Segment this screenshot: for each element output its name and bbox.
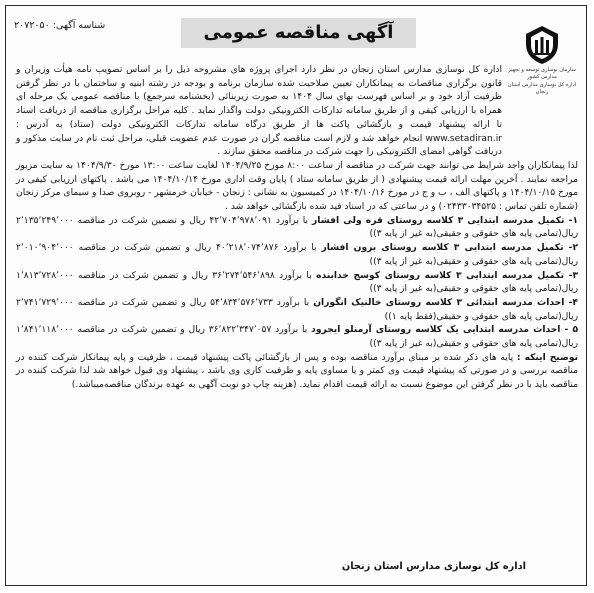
project-item [16, 270, 578, 297]
notice-title: آگهی مناقصه عمومی [203, 22, 394, 43]
project-estimate: با برآورد ۵۴٬۸۳۴٬۵۷۶٬۷۳۳ ریال و تضمین شرکت در مناقصه ۲٬۷۴۱٬۷۲۹٬۰۰۰ [16, 297, 310, 308]
project-qualifier: ریال(تمامی پایه های حقوقی و حقیقی(به غیر از پایه ۳)) [369, 339, 578, 350]
project-qualifier: ریال(تمامی پایه های حقوقی و حقیقی(به غیر از پایه ۳)) [369, 284, 578, 295]
project-estimate: با برآورد ۳۶٬۲۷۴٬۵۴۶٬۸۹۸ ریال و تضمین شرکت در مناقصه ۱٬۸۱۳٬۷۲۸٬۰۰۰ [16, 270, 312, 281]
project-title: ۵ - احداث مدرسه ابتدایی یک کلاسه روستای آرمنلو ایجرود [311, 325, 579, 336]
project-qualifier: ریال(تمامی پایه های حقوقی و حقیقی(فقط پایه ۱)) [384, 311, 578, 322]
notice-body [16, 64, 578, 393]
title-band [181, 18, 416, 48]
project-title: ۴- احداث مدرسه ابتدائی ۳ کلاسه روستای خالنیک انگوران [313, 297, 578, 308]
deadlines-paragraph: لذا پیمانکاران واجد شرایط می توانند جهت شرکت در مناقصه از ساعت ۸:۰۰ مورخ ۱۴۰۴/۹/۲۵ لغایت ساعت ۱۳:۰۰ مورخ ۱۴۰۴/۹/۳۰ به سایت مزبور مراجعه نمایند . آخرین مهلت ارائه قیمت پیشنهادی ( از طریق سامانه ستاد ) پایان وقت اداری مورخ ۱۴۰۴/۱۰/۱۴ می باشد . پاکتهای ارزیابی کیفی در مورخ ۱۴۰۴/۱۰/۱۵ و پاکتهای الف ، ب و ج در مورخ ۱۴۰۴/۱۰/۱۶ در کمیسیون به نشانی : زنجان - خیابان خرمشهر - روبروی صدا و سیمای مرکز زنجان (شماره تلفن تماس : ۰۲۴۳۳۰۳۴۵۲۵) و در ساعتی که در اسناد قید شده بازگشائی خواهد شد . [16, 160, 579, 213]
project-item [16, 324, 578, 351]
project-item [16, 242, 578, 269]
explanatory-note [16, 352, 578, 393]
logo-caption-1: سازمان نوسازی توسعه و تجهیز مدارس کشور [508, 67, 576, 80]
project-item [16, 297, 578, 324]
tender-notice [5, 5, 587, 586]
project-item [16, 215, 578, 242]
intro-paragraph: اداره کل نوسازی مدارس استان زنجان در نظر دارد اجرای پروژه های مشروحه ذیل را بر اساس تصویب نامه هیأت وزیران و قانون برگزاری مناقصات به پیمانکاران تعیین صلاحیت شده سازمان برنامه و بودجه در رشته ابنیه و ساختمان با در نظر گرفتن ظرفیت آزاد خود و بر اساس فهرست بهای سال ۱۴۰۴ به صورت زیربنائی (بخشنامه سرجمع) با مناقصه عمومی یک مرحله ای همراه با ارزیابی کیفی و از طریق سامانه تدارکات الکترونیکی دولت واگذار نماید . کلیه مراحل برگزاری مناقصه از دریافت اسناد تا ارائه پیشنهاد قیمت و بازگشائی پاکت ها از طریق درگاه سامانه تدارکات الکترونیکی دولت (ستاد) به آدرس : www.setadiran.ir انجام خواهد شد و لازم است مناقصه گران در صورت عدم عضویت قبلی، مراحل ثبت نام در سایت مذکور و دریافت گواهی امضای الکترونیکی را جهت شرکت در مناقصه محقق سازند . [16, 65, 503, 158]
note-text: پایه های ذکر شده بر مبنای برآورد مناقصه بوده و پس از بازگشائی پاکت پیشنهاد قیمت ، ظرفیت و پایه پیمانکار شرکت کننده در مناقصه بررسی و در صورتی که پیشنهاد قیمت وی کمتر و یا مساوی پایه و ظرفیت کاری وی باشد ، پیشنهاد وی قبول خواهد شد لذا شرکت کننده در مناقصه باید با در نظر گرفتن این موضوع نسبت به ارائه قیمت اقدام نماید. (هزینه چاپ دو نوبت آگهی به عهده برندگان مناقصه‌میباشد.) [16, 352, 578, 391]
project-qualifier: ریال(تمامی پایه های حقوقی و حقیقی(به غیر از پایه ۳)) [369, 229, 578, 240]
project-estimate: با برآورد ۴۰٬۲۱۸٬۰۷۴٬۸۷۶ ریال و تضمین شرکت در مناقصه ۲٬۰۱۰٬۹۰۴٬۰۰۰ [16, 243, 317, 254]
project-estimate: با برآورد ۴۲٬۷۰۴٬۹۷۸٬۰۹۱ ریال و تضمین شرکت در مناقصه ۲٬۱۳۵٬۲۴۹٬۰۰۰ [16, 215, 309, 226]
issuer-signature: اداره کل نوسازی مدارس استان زنجان [341, 561, 526, 572]
project-title: ۳- تکمیل مدرسه ابتدایی ۳ کلاسه روستای کوسج خدابنده [316, 270, 579, 281]
project-estimate: با برآورد ۳۶٬۸۲۲٬۳۴۷٬۰۵۷ ریال و تضمین شرکت در مناقصه ۱٬۸۴۱٬۱۱۸٬۰۰۰ [16, 325, 308, 336]
school-renovation-emblem-icon [522, 24, 562, 66]
project-qualifier: ریال(تمامی پایه های حقوقی و حقیقی(به غیر از پایه ۳)) [369, 256, 578, 267]
project-title: ۲- تکمیل مدرسه ابتدایی ۳ کلاسه روستای برون افشار [321, 243, 579, 254]
logo-caption-2: اداره کل نوسازی مدارس استان زنجان [507, 82, 577, 95]
project-title: ۱- تکمیل مدرسه ابتدایی ۳ کلاسه روستای قره ولی افشار [312, 215, 579, 226]
ad-number: شناسه آگهی: ۲۰۷۲۰۵۰ [14, 20, 106, 31]
note-label: توضیح اینکه : [516, 352, 578, 363]
